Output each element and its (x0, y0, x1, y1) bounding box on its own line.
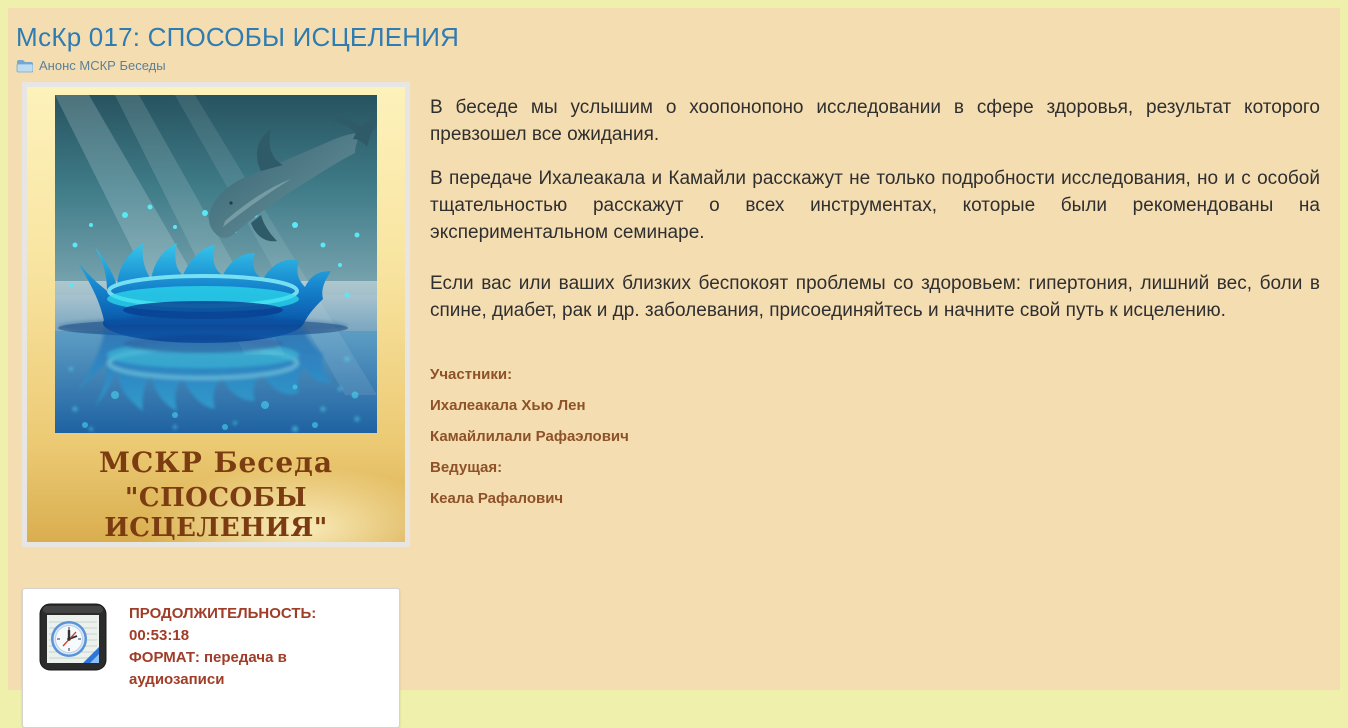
breadcrumb (16, 58, 166, 73)
participant-name: Ихалеакала Хью Лен (430, 397, 586, 414)
poster-image (55, 95, 377, 433)
article-paragraph: В передаче Ихалеакала и Камайли расскажут не только подробности исследования, но и с особой тщательностью расскажут о всех инструментах, которые были рекомендованы на экспериментальном семинаре. (430, 168, 1320, 243)
article-paragraph: В беседе мы услышим о хоопонопоно исследовании в сфере здоровья, результат которого превзошел все ожидания. (430, 97, 1320, 145)
page-title[interactable]: МсКр 017: СПОСОБЫ ИСЦЕЛЕНИЯ (16, 22, 460, 52)
host-name: Кеала Рафалович (430, 490, 564, 507)
participants-block (430, 366, 1320, 508)
info-card (22, 588, 400, 728)
clock-document-icon (39, 603, 107, 671)
participants-label: Участники: (430, 366, 513, 383)
info-card-text (129, 603, 385, 691)
category-link[interactable]: Анонс МСКР Беседы (39, 58, 166, 73)
poster-card (22, 82, 410, 547)
folder-icon (16, 59, 33, 73)
host-label: Ведущая: (430, 459, 503, 476)
poster-caption-line2: "СПОСОБЫ ИСЦЕЛЕНИЯ" (104, 483, 328, 543)
page-content (8, 8, 1340, 690)
info-card-line: ПРОДОЛЖИТЕЛЬНОСТЬ: (129, 605, 317, 622)
info-card-line: 00:53:18 (129, 627, 190, 644)
info-card-line: аудиозаписи (129, 671, 225, 688)
poster-caption-line1: МСКР Беседа (99, 446, 333, 479)
info-card-line: ФОРМАТ: передача в (129, 649, 287, 666)
participant-name: Камайлилали Рафаэлович (430, 428, 629, 445)
article-paragraph: Если вас или ваших близких беспокоят проблемы со здоровьем: гипертония, лишний вес, боли в спине, диабет, рак и др. заболевания, присоединяйтесь и начните свой путь к исцелению. (430, 273, 1320, 321)
article-body (430, 94, 1320, 521)
